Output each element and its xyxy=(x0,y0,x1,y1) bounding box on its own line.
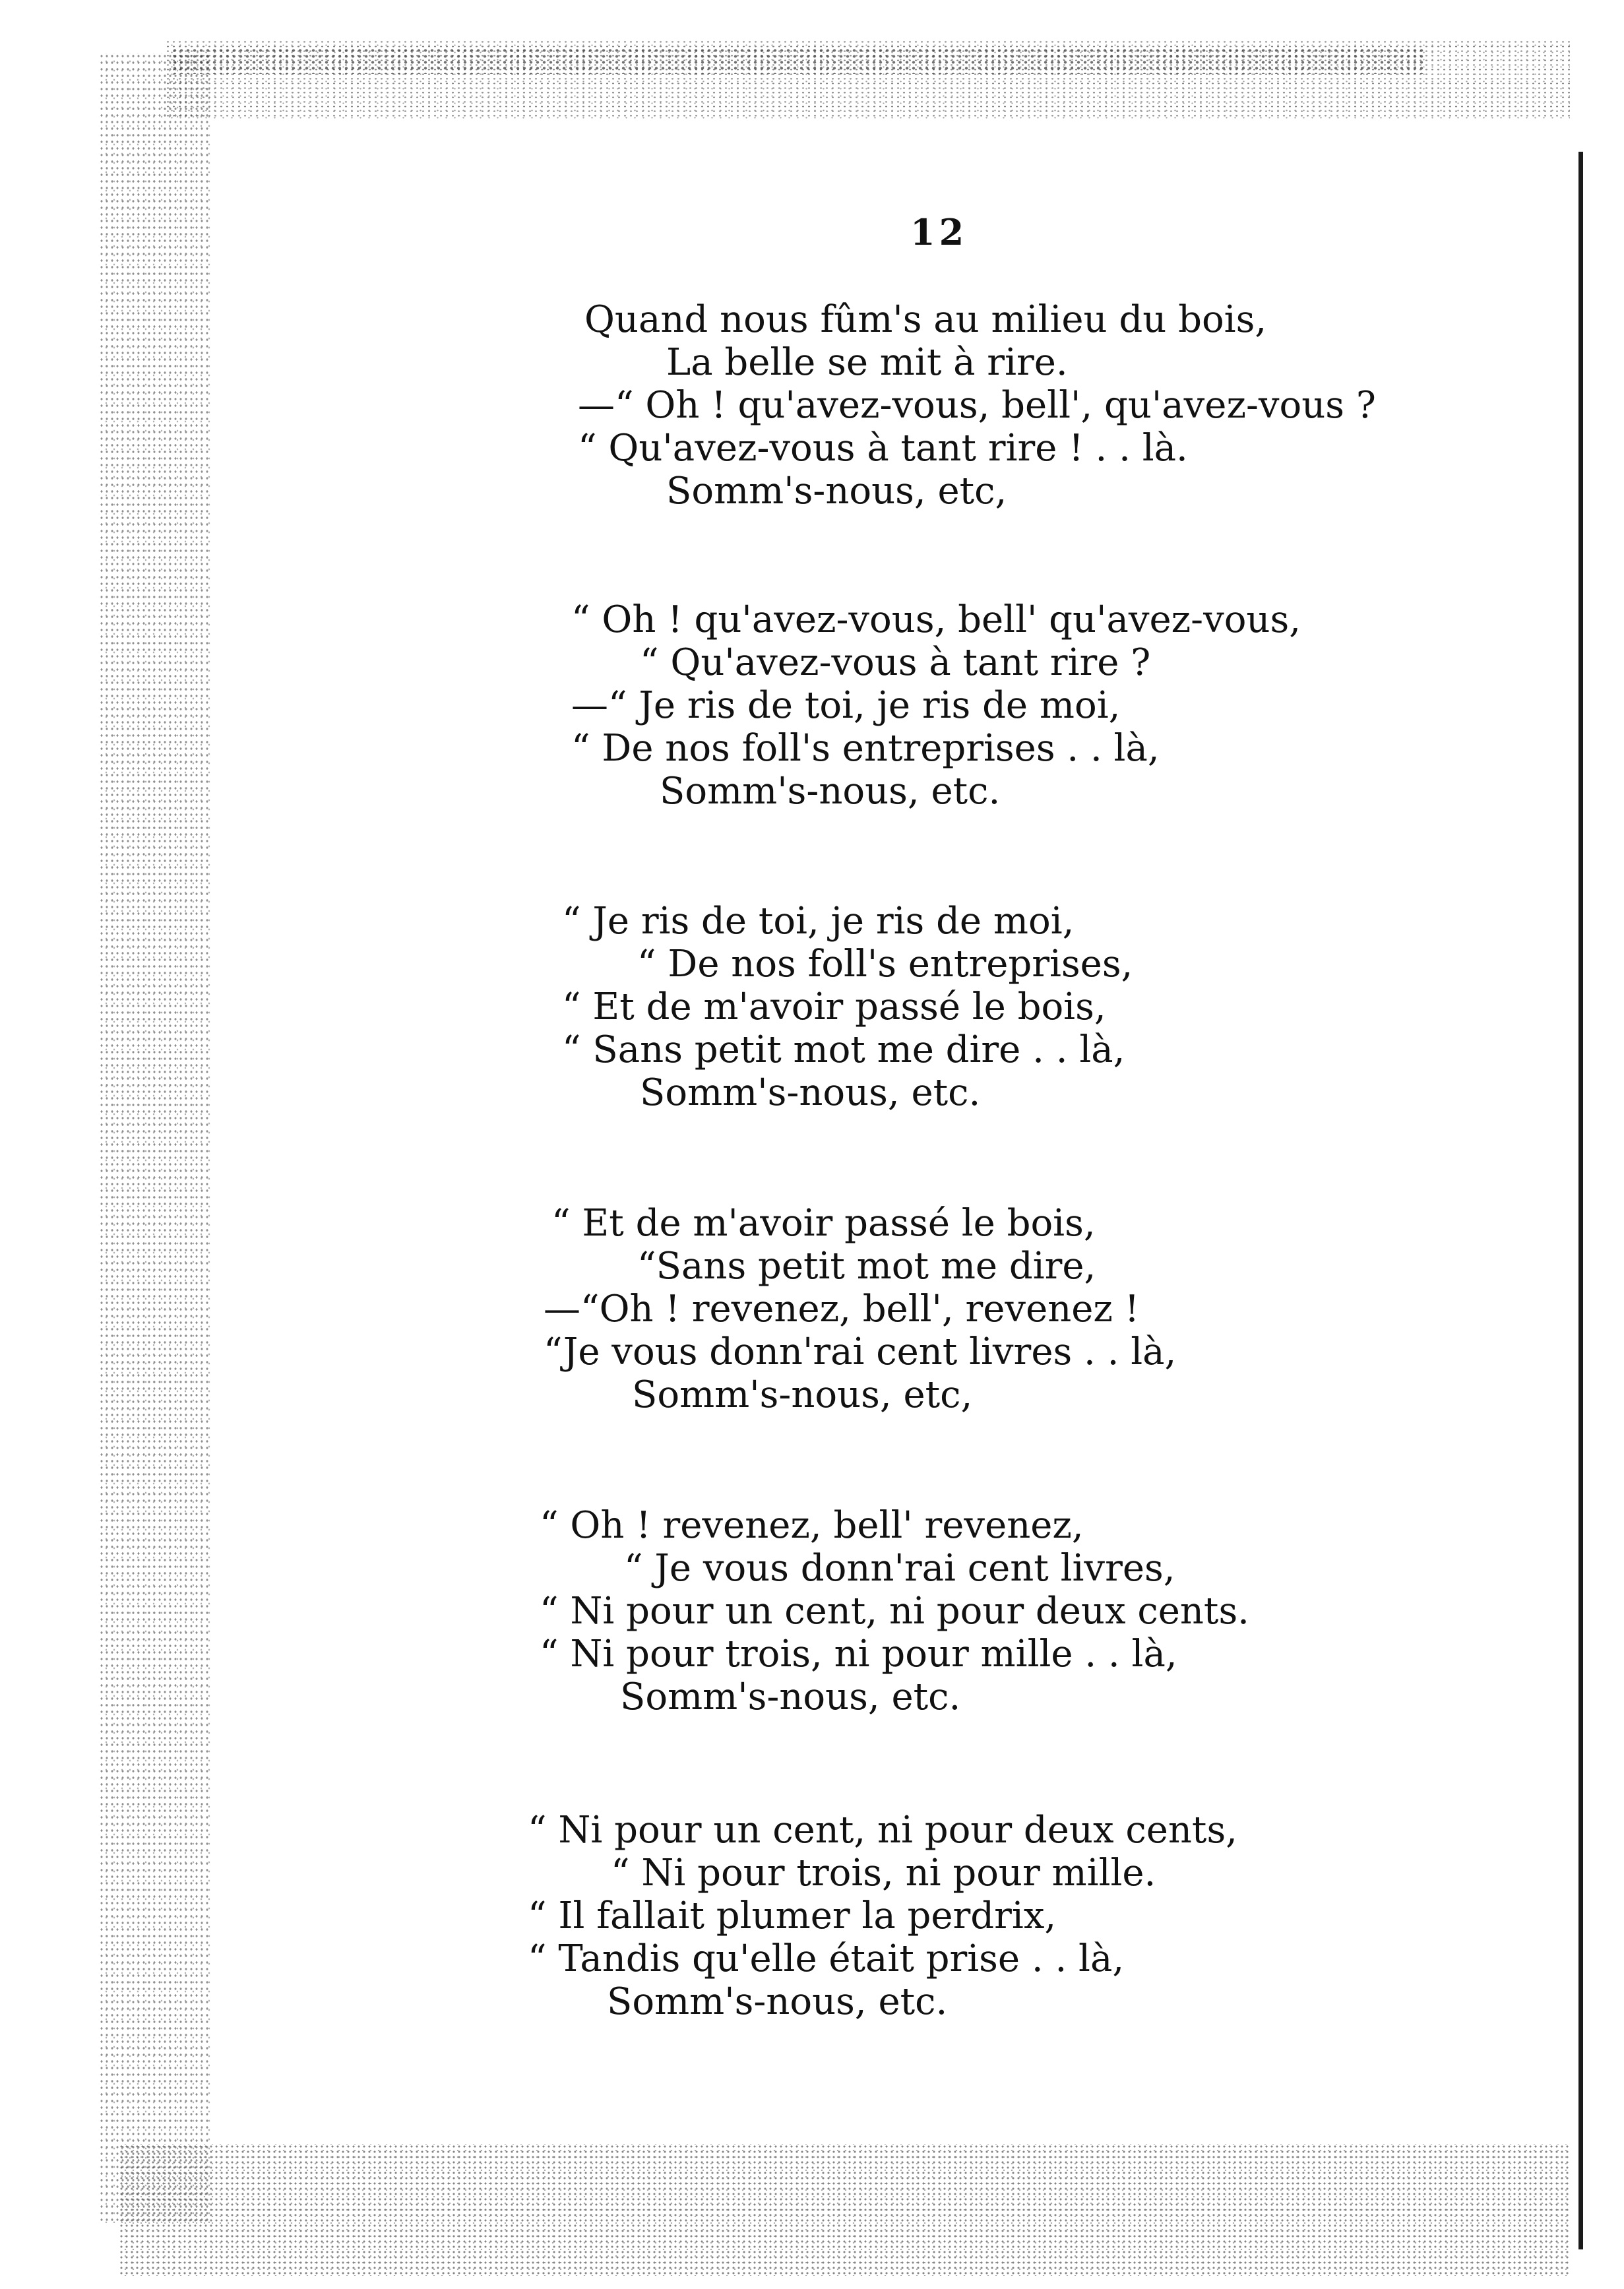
stanza-5-line-3: “ Ni pour un cent, ni pour deux cents. xyxy=(540,1590,1249,1633)
stanza-1-line-5: Somm's-nous, etc, xyxy=(666,470,1007,513)
stanza-6-line-5: Somm's-nous, etc. xyxy=(607,1980,948,2023)
stanza-6-line-4: “ Tandis qu'elle était prise . . là, xyxy=(528,1937,1125,1980)
stanza-5-line-5: Somm's-nous, etc. xyxy=(620,1676,961,1718)
stanza-4-line-2: “Sans petit mot me dire, xyxy=(637,1245,1096,1288)
stanza-4-line-4: “Je vous donn'rai cent livres . . là, xyxy=(544,1331,1177,1373)
stanza-1-line-1: Quand nous fûm's au milieu du bois, xyxy=(584,298,1267,341)
stanza-6-line-1: “ Ni pour un cent, ni pour deux cents, xyxy=(528,1809,1237,1852)
stanza-2-line-1: “ Oh ! qu'avez-vous, bell' qu'avez-vous, xyxy=(571,598,1301,641)
stanza-1-line-2: La belle se mit à rire. xyxy=(666,341,1068,384)
stanza-6-line-3: “ Il fallait plumer la perdrix, xyxy=(528,1895,1057,1937)
stanza-3-line-2: “ De nos foll's entreprises, xyxy=(637,943,1133,986)
stanza-4-line-1: “ Et de m'avoir passé le bois, xyxy=(551,1202,1096,1245)
stanza-1-line-4: “ Qu'avez-vous à tant rire ! . . là. xyxy=(578,427,1188,470)
stanza-2-line-2: “ Qu'avez-vous à tant rire ? xyxy=(640,641,1151,684)
stanza-2-line-4: “ De nos foll's entreprises . . là, xyxy=(571,727,1160,770)
page-number: 12 xyxy=(910,211,968,253)
stanza-3-line-5: Somm's-nous, etc. xyxy=(640,1071,981,1114)
stanza-4-line-5: Somm's-nous, etc, xyxy=(632,1373,973,1416)
stanza-4-line-3: —“Oh ! revenez, bell', revenez ! xyxy=(544,1288,1140,1331)
stanza-5-line-4: “ Ni pour trois, ni pour mille . . là, xyxy=(540,1633,1177,1676)
stanza-6-line-2: “ Ni pour trois, ni pour mille. xyxy=(611,1852,1156,1895)
stanza-5-line-2: “ Je vous donn'rai cent livres, xyxy=(624,1547,1175,1590)
stanza-2-line-3: —“ Je ris de toi, je ris de moi, xyxy=(571,684,1121,727)
stanza-3-line-1: “ Je ris de toi, je ris de moi, xyxy=(562,900,1075,943)
stanza-5-line-1: “ Oh ! revenez, bell' revenez, xyxy=(540,1504,1084,1547)
stanza-3-line-3: “ Et de m'avoir passé le bois, xyxy=(562,986,1106,1028)
stanza-3-line-4: “ Sans petit mot me dire . . là, xyxy=(562,1028,1125,1071)
stanza-1-line-3: —“ Oh ! qu'avez-vous, bell', qu'avez-vous ? xyxy=(578,384,1376,427)
stanza-2-line-5: Somm's-nous, etc. xyxy=(660,770,1001,813)
